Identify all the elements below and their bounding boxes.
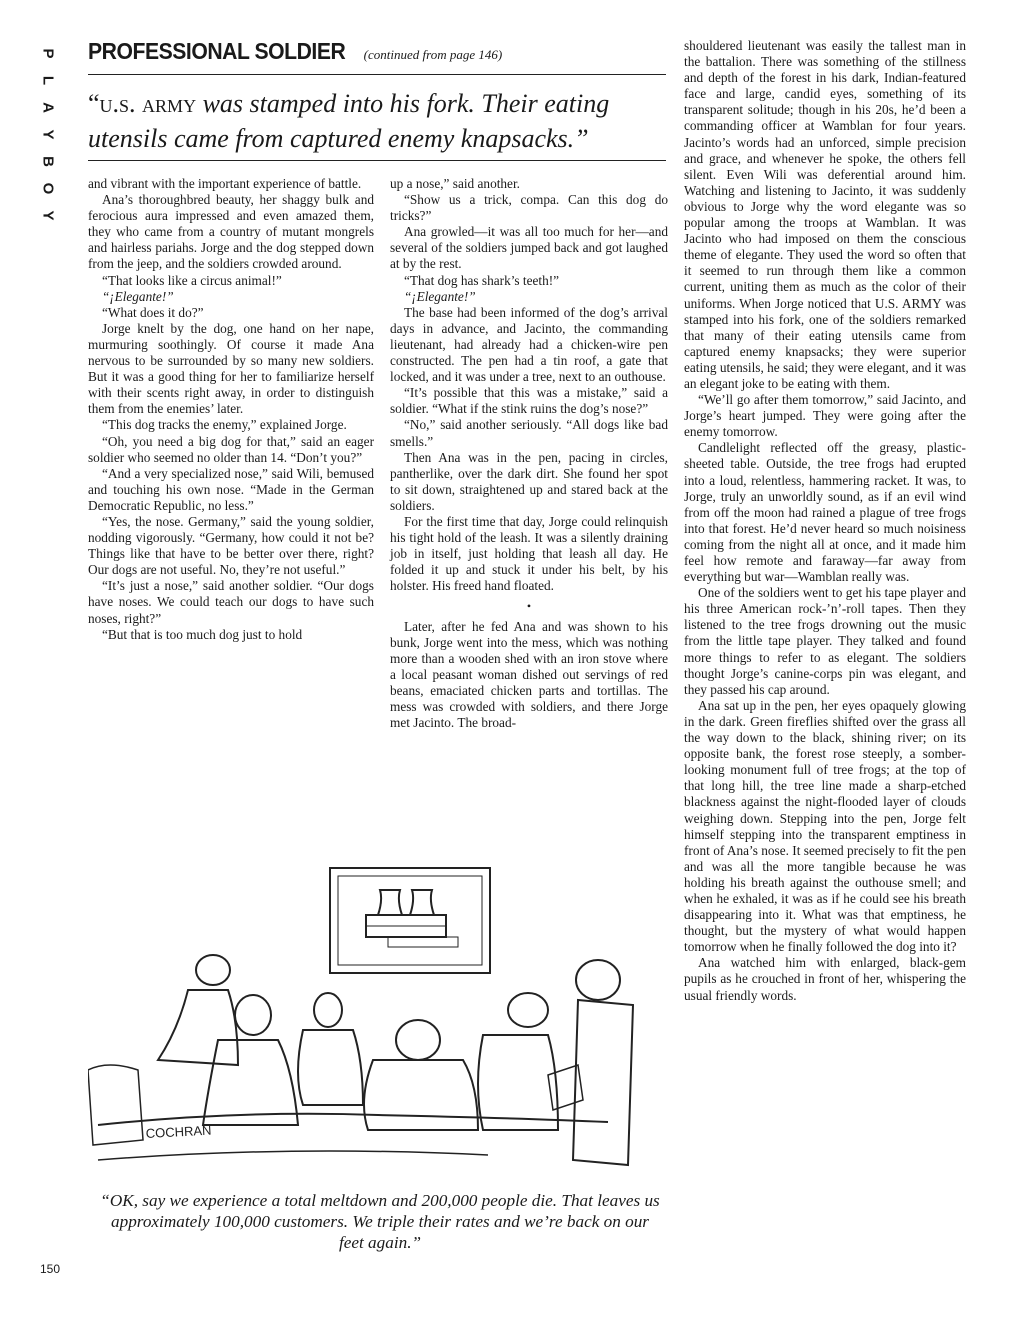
masthead-letter: Y (39, 210, 57, 221)
pull-quote-text: was stamped into his fork. Their eating utensils came from captured enemy knapsacks.” (88, 89, 610, 153)
masthead-letter: O (39, 182, 57, 195)
pull-quote-lead: u.s. army (99, 89, 197, 118)
cartoon-caption: “OK, say we experience a total meltdown and 200,000 people die. That leaves us approximately 100,000 customers. We triple their rates and we’re back on our feet again.” (100, 1191, 660, 1252)
paragraph: Ana watched him with enlarged, black-gem pupils as he crouched in front of her, whispering the usual friendly words. (684, 955, 966, 1003)
playboy-masthead (38, 40, 58, 229)
page-number: 150 (40, 1262, 61, 1276)
text-column-3 (684, 38, 966, 1004)
paragraph: “This dog tracks the enemy,” explained Jorge. (102, 417, 347, 433)
continued-note: (continued from page 146) (363, 47, 503, 62)
paragraph: Later, after he fed Ana and was shown to his bunk, Jorge went into the mess, which was nothing more than a wooden shed with an iron stove where a local peasant woman dished out servings of red beans, emaciated chicken parts and tortillas. The mess was crowded with soldiers, and there Jorge met Jacinto. The broad- (390, 618, 668, 731)
paragraph: “No,” said another seriously. “All dogs like bad smells.” (390, 417, 668, 449)
cartoon-signature: COCHRAN (145, 1122, 212, 1141)
paragraph: shouldered lieutenant was easily the tallest man in the battalion. There was something of the stillness and depth of the forest in his dark, Indian-featured face and large, candid eyes, something of its transparent solitude; though in his 20s, he’d been a commanding officer at Wamblan for four years. Jacinto’s words had an unforced, simple precision and grace, and whenever he spoke, the others fell silent. Even Wili was deferential around him. Watching and listening to Jacinto, it was suddenly obvious to Jorge why the word elegante was so popular among the troops at Wamblan. It was Jacinto who had imposed on them the conscious theme of elegante. They used the word so often that it seemed to run through them like a common current, uniting them as much as the color of their uniforms. When Jorge noticed that U.S. ARMY was stamped into his fork, one of the soldiers remarked that many of their eating utensils came from captured enemy knapsacks; they were superior eating utensils, he said; they were elegant, and it was an elegant joke to be eating with them. (684, 38, 966, 391)
paragraph: Candlelight reflected off the greasy, plastic-sheeted table. Outside, the tree frogs had erupted into a loud, relentless, hammering racket. It was, to Jorge, truly an unworldly sound, as if an evil wind from off the moon had rained a plague of tree frogs into that forest. He’d never heard so much noisiness coming from the night all at once, and it made him feel how remote and faraway—far away from everything but war—Wamblan really was. (684, 440, 966, 585)
top-divider (88, 74, 666, 75)
paragraph: Ana growled—it was all too much for her—and several of the soldiers jumped back and got laughed at by the rest. (390, 224, 668, 272)
paragraph: “¡Elegante!” (404, 288, 476, 304)
text-column-1 (88, 176, 374, 643)
paragraph: “That looks like a circus animal!” (102, 272, 282, 288)
paragraph: “And a very specialized nose,” said Wili, bemused and touching his own nose. “Made in the German Democratic Republic, no less.” (88, 465, 374, 513)
cartoon-illustration (88, 860, 668, 1190)
cartoon-screen (330, 868, 490, 973)
paragraph: “It’s possible that this was a mistake,” said a soldier. “What if the stink ruins the dog’s nose?” (390, 385, 668, 417)
article-title: PROFESSIONAL SOLDIER (88, 38, 346, 64)
masthead-letter: A (39, 102, 57, 113)
paragraph: For the first time that day, Jorge could relinquish his tight hold of the leash. It was a silently draining job in itself, just holding that leash all day. He folded it up and stuck it under his belt, by his holster. His freed hand floated. (390, 513, 668, 594)
paragraph: “We’ll go after them tomorrow,” said Jacinto, and Jorge’s heart jumped. They were going after the enemy tomorrow. (684, 392, 966, 440)
paragraph: “Oh, you need a big dog for that,” said an eager soldier who seemed no older than 14. “Don’t you?” (88, 433, 374, 465)
paragraph: and vibrant with the important experience of battle. (88, 176, 362, 191)
masthead-letter: P (39, 48, 57, 59)
masthead-letter: B (39, 156, 57, 167)
paragraph: Ana sat up in the pen, her eyes opaquely glowing in the dark. Green fireflies shifted over the grass all the way down to the black, shining river; on its opposite bank, the forest rose steeply, a somber-looking monument full of tree frogs; at the top of that long hill, the tree line made a sharp-etched blackness against the night-flooded layer of clouds weighing down. Stepping into the pen, Jorge felt himself stepping into the transparent emptiness in front of Ana’s nose. It seemed precisely to fit the pen and was all the more tangible because he was holding his breath against the outhouse smell; and when he exhaled, it was as if he could see his breath disappearing into it. What was that emptiness, he thought, but the mystery of what would happen tomorrow when he finally followed the dog into it? (684, 697, 966, 955)
paragraph: One of the soldiers went to get his tape player and his three American rock-’n’-roll tapes. Then they listened to the tree frogs drowning out the music from the little tape player. They talked and found more things to refer to as elegant. The soldiers thought Jorge’s canine-corps pin was elegant, and they passed his cap around. (684, 585, 966, 697)
paragraph: “What does it do?” (102, 304, 204, 320)
paragraph: “It’s just a nose,” said another soldier. “Our dogs have noses. We could teach our dogs to have such noses, right?” (88, 578, 374, 626)
paragraph: Jorge knelt by the dog, one hand on her nape, murmuring soothingly. Of course it made Ana nervous to be surrounded by so many new soldiers. But it was a good thing for her to familiarize herself with their scents right away, in order to distinguish them from the enemies’ later. (88, 320, 374, 417)
paragraph: “Show us a trick, compa. Can this dog do tricks?” (390, 192, 668, 224)
text-column-2 (390, 176, 668, 731)
paragraph: Then Ana was in the pen, pacing in circles, pantherlike, over the dark dirt. She found her spot to sit down, straightened up and stared back at the soldiers. (390, 449, 668, 513)
pull-quote-open: “ (88, 89, 100, 118)
pull-quote (88, 86, 668, 156)
paragraph: “Yes, the nose. Germany,” said the young soldier, nodding vigorously. “Germany, how could it not be? Things like that have to be better over there, right? Our dogs are not useful. No, they’re not useful.” (88, 513, 374, 578)
paragraph: “¡Elegante!” (102, 288, 174, 304)
masthead-letter: Y (39, 129, 57, 140)
paragraph: Ana’s thoroughbred beauty, her shaggy bulk and ferocious aura impressed and even amazed them, they who came from a country of mutant mongrels and hairless pariahs. Jorge and the dog stepped down from the jeep, and the soldiers crowded around. (88, 192, 374, 272)
paragraph: “That dog has shark’s teeth!” (404, 272, 560, 288)
masthead-letter: L (39, 75, 57, 86)
paragraph: up a nose,” said another. (390, 176, 520, 191)
article-header (88, 38, 668, 64)
paragraph: “But that is too much dog just to hold (102, 626, 303, 642)
bottom-divider (88, 160, 666, 161)
section-break: • (526, 599, 532, 614)
paragraph: The base had been informed of the dog’s arrival days in advance, and Jacinto, the commanding lieutenant, had already had a chicken-wire pen constructed. The pen had a tin roof, a gate that locked, and it was under a tree, next to an outhouse. (390, 304, 668, 385)
